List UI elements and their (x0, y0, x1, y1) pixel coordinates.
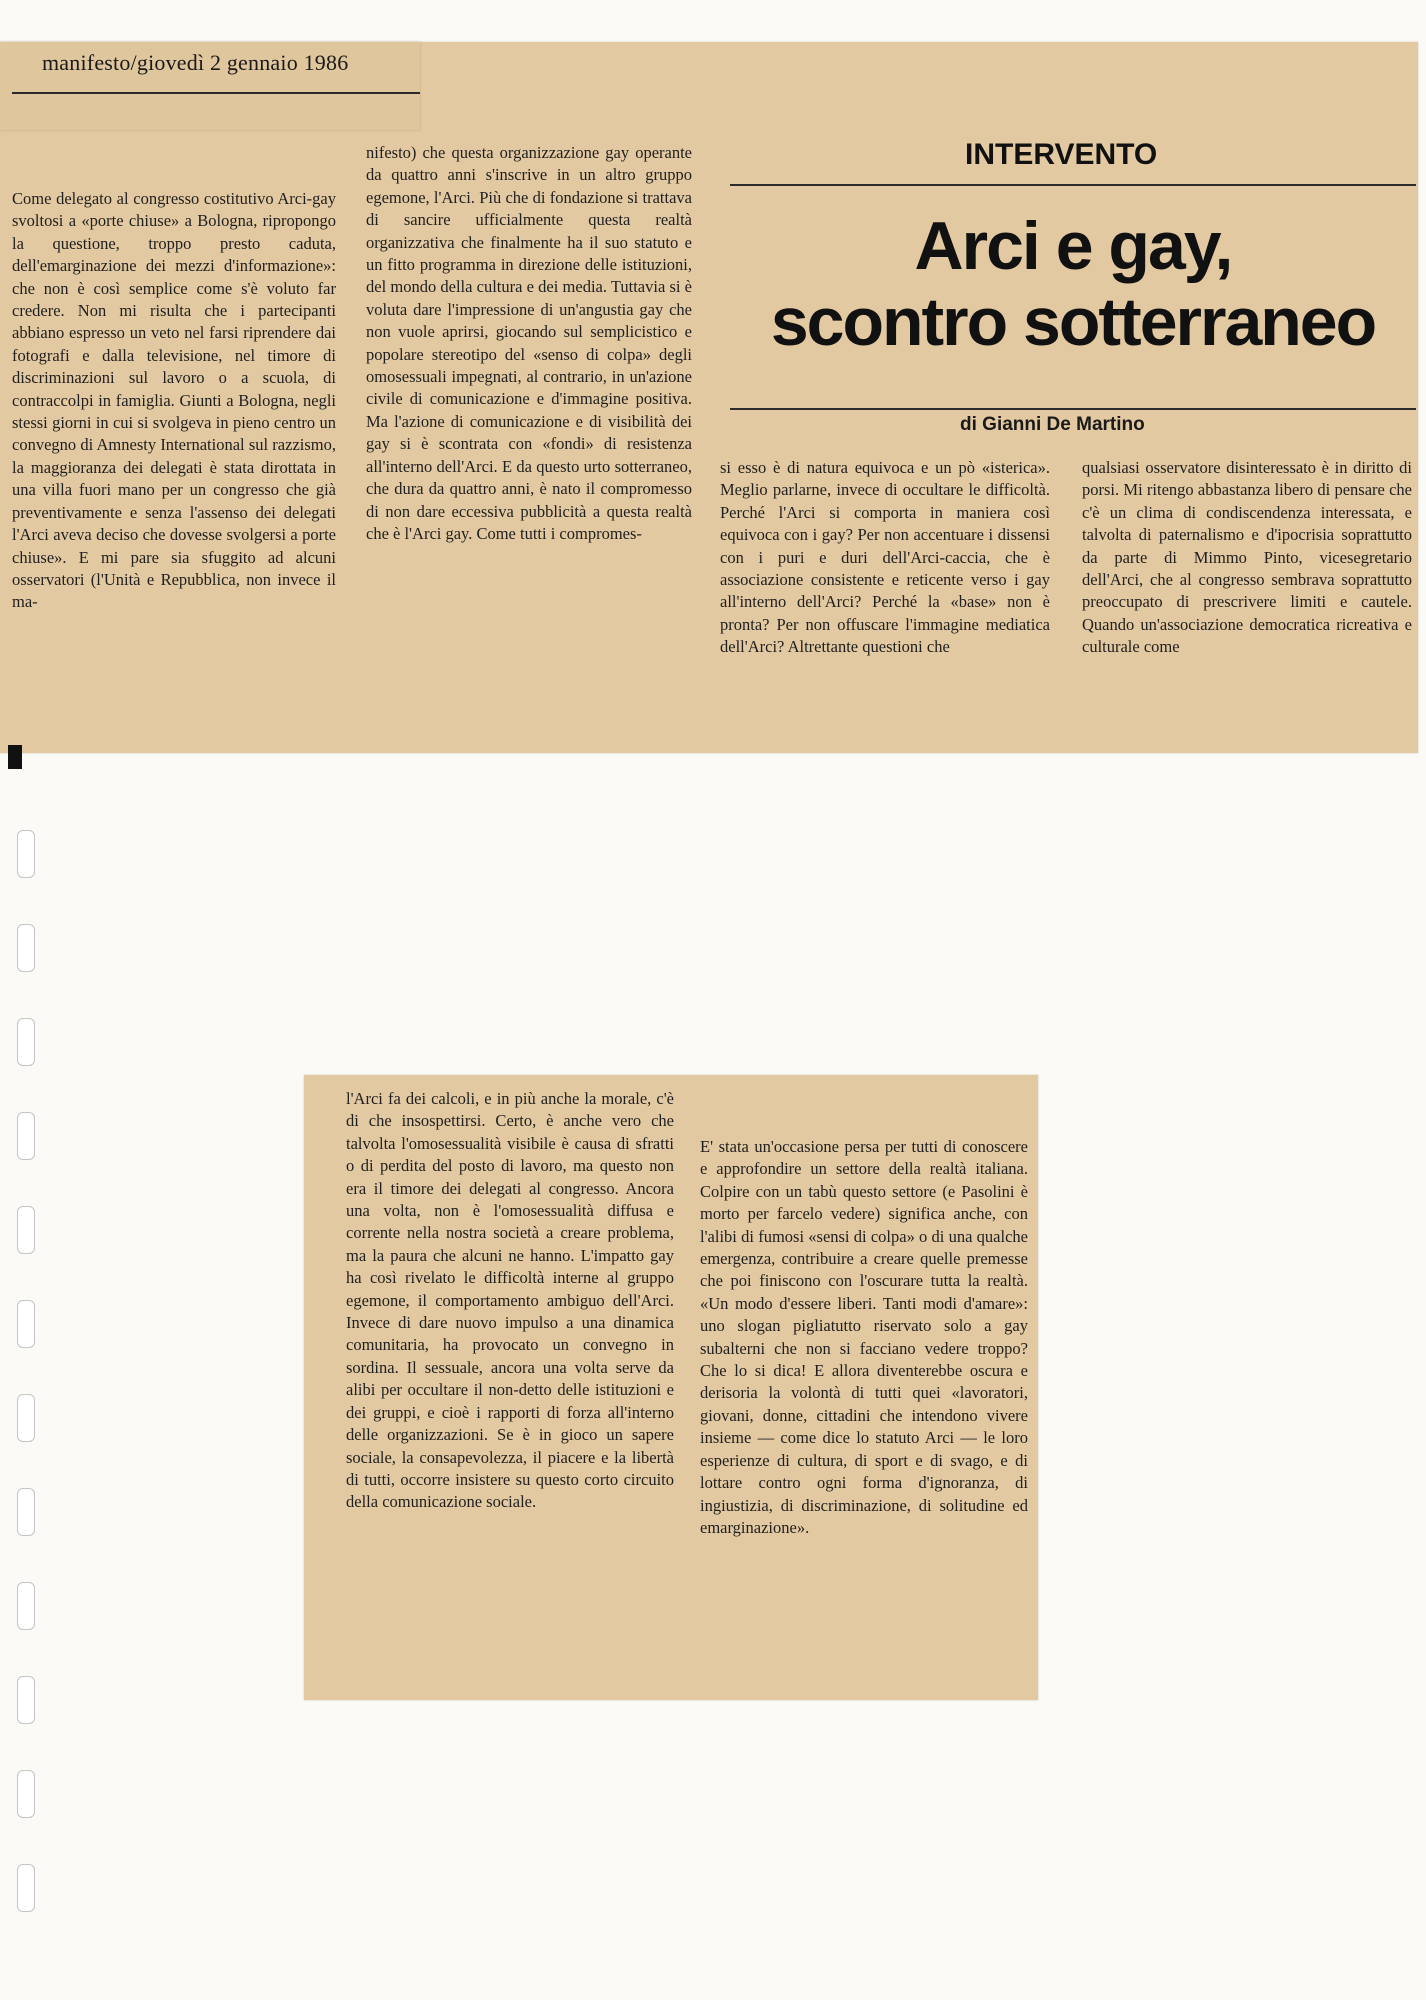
binder-hole (17, 1300, 35, 1348)
article-column-4: qualsiasi osservatore disinteressato è in diritto di porsi. Mi ritengo abbastanza libero di pensare che c'è un clima di condiscendenza interessata, e talvolta di paternalismo e d'ipocrisia soprattutto da parte di Mimmo Pinto, vicesegretario dell'Arci, che al congresso sembrava soprattutto preoccupato di prescrivere limiti e cautele. Quando un'associazione democratica ricreativa e culturale come (1082, 458, 1412, 657)
binder-hole (17, 1770, 35, 1818)
article-column-3: si esso è di natura equivoca e un pò «isterica». Meglio parlarne, invece di occultare le difficoltà. Perché l'Arci si comporta in maniera così equivoca con i gay? Per non accentuare i dissensi con i puri e duri dell'Arci-caccia, che è associazione consistente e reticente verso i gay all'interno dell'Arci? Perché la «base» non è pronta? Per non offuscare l'immagine mediatica dell'Arci? Altrettante questioni che (720, 458, 1050, 657)
rubric-rule (730, 184, 1416, 186)
headline-line-2: scontro sotterraneo (770, 284, 1376, 360)
binder-hole (17, 1864, 35, 1912)
binder-hole (17, 830, 35, 878)
headline-line-1: Arci e gay, (914, 208, 1232, 284)
byline: di Gianni De Martino (960, 414, 1145, 435)
binder-hole (17, 1582, 35, 1630)
dateline-rule (12, 92, 420, 94)
binder-hole (17, 1676, 35, 1724)
dateline: manifesto/giovedì 2 gennaio 1986 (42, 50, 349, 75)
binder-hole (17, 1488, 35, 1536)
binder-hole (17, 1206, 35, 1254)
byline-rule (730, 408, 1416, 410)
edge-mark (8, 745, 22, 769)
article-column-5: l'Arci fa dei calcoli, e in più anche la morale, c'è di che insospettirsi. Certo, è anche vero che talvolta l'omosessualità visibile è causa di sfratti o di perdita del posto di lavoro, ma questo non era il timore dei delegati al congresso. Ancora una volta, non è l'omosessualità diffusa e corrente nella nostra società a creare problema, ma la paura che alcuni ne hanno. L'impatto gay ha così rivelato le difficoltà interne al gruppo egemone, il comportamento ambiguo dell'Arci. Invece di dare nuovo impulso a una dinamica comunitaria, ha provocato un convegno in sordina. Il sessuale, ancora una volta serve da alibi per occultare il non-detto delle istituzioni e dei gruppi, e cioè i rapporti di forza all'interno delle organizzazioni. Se è in gioco un sapere sociale, la consapevolezza, il piacere e la libertà di tutti, occorre insistere su questo corto circuito della comunicazione sociale. (346, 1089, 674, 1512)
headline (730, 208, 1416, 360)
binder-hole (17, 924, 35, 972)
binder-hole (17, 1394, 35, 1442)
article-column-2: nifesto) che questa organizzazione gay operante da quattro anni s'inscrive in un altro gruppo egemone, l'Arci. Più che di fondazione si trattava di sancire ufficialmente questa realtà organizzativa che finalmente ha il suo statuto e un fitto programma in direzione delle istituzioni, del mondo della cultura e dei media. Tuttavia si è voluta dare l'impressione di un'angustia gay che non vuole aprirsi, giocando sul semplicistico e popolare stereotipo del «senso di colpa» degli omosessuali impegnati, al contrario, in un'azione civile di comunicazione e d'immagine positiva. Ma l'azione di comunicazione e di visibilità dei gay si è scontrata con «fondi» di resistenza all'interno dell'Arci. E da questo urto sotterraneo, che dura da quattro anni, è nato il compromesso di non dare eccessiva pubblicità a questa realtà che è l'Arci gay. Come tutti i compromes- (366, 143, 692, 543)
article-column-1: Come delegato al congresso costitutivo Arci-gay svoltosi a «porte chiuse» a Bologna, ripropongo la questione, troppo presto caduta, dell'emarginazione dei mezzi d'informazione»: che non è così semplice come s'è voluto far credere. Non mi risulta che i partecipanti abbiano espresso un veto nel farsi riprendere dai fotografi e dalla televisione, nel timore di discriminazioni sul lavoro o a scuola, di contraccolpi in famiglia. Giunti a Bologna, negli stessi giorni in cui si svolgeva in pieno centro un convegno di Amnesty International sul razzismo, la maggioranza dei delegati è stata dirottata in una villa fuori mano per un congresso che già preventivamente e senza l'assenso dei delegati l'Arci aveva deciso che dovesse svolgersi a porte chiuse». E mi pare sia sfuggito ad alcuni osservatori (l'Unità e Repubblica, non invece il ma- (12, 189, 336, 612)
article-column-6: E' stata un'occasione persa per tutti di conoscere e approfondire un settore della realtà italiana. Colpire con un tabù questo settore (e Pasolini è morto per farcelo vedere) significa anche, con l'alibi di fumosi «sensi di colpa» o di una qualche emergenza, contribuire a creare quelle premesse che poi finiscono con l'oscurare tutta la realtà. «Un modo d'essere liberi. Tanti modi d'amare»: uno slogan pigliatutto riservato solo a gay subalterni che non si facciano vedere troppo? Che lo si dica! E allora diventerebbe oscura e derisoria la volontà di tutti quei «lavoratori, giovani, donne, cittadini che intendono vivere insieme — come dice lo statuto Arci — le loro esperienze di cultura, di sport e di svago, e di lottare contro ogni forma d'ignoranza, di ingiustizia, di discriminazione, di solitudine ed emarginazione». (700, 1137, 1028, 1537)
section-rubric: INTERVENTO (965, 138, 1158, 171)
binder-hole (17, 1112, 35, 1160)
binder-hole (17, 1018, 35, 1066)
